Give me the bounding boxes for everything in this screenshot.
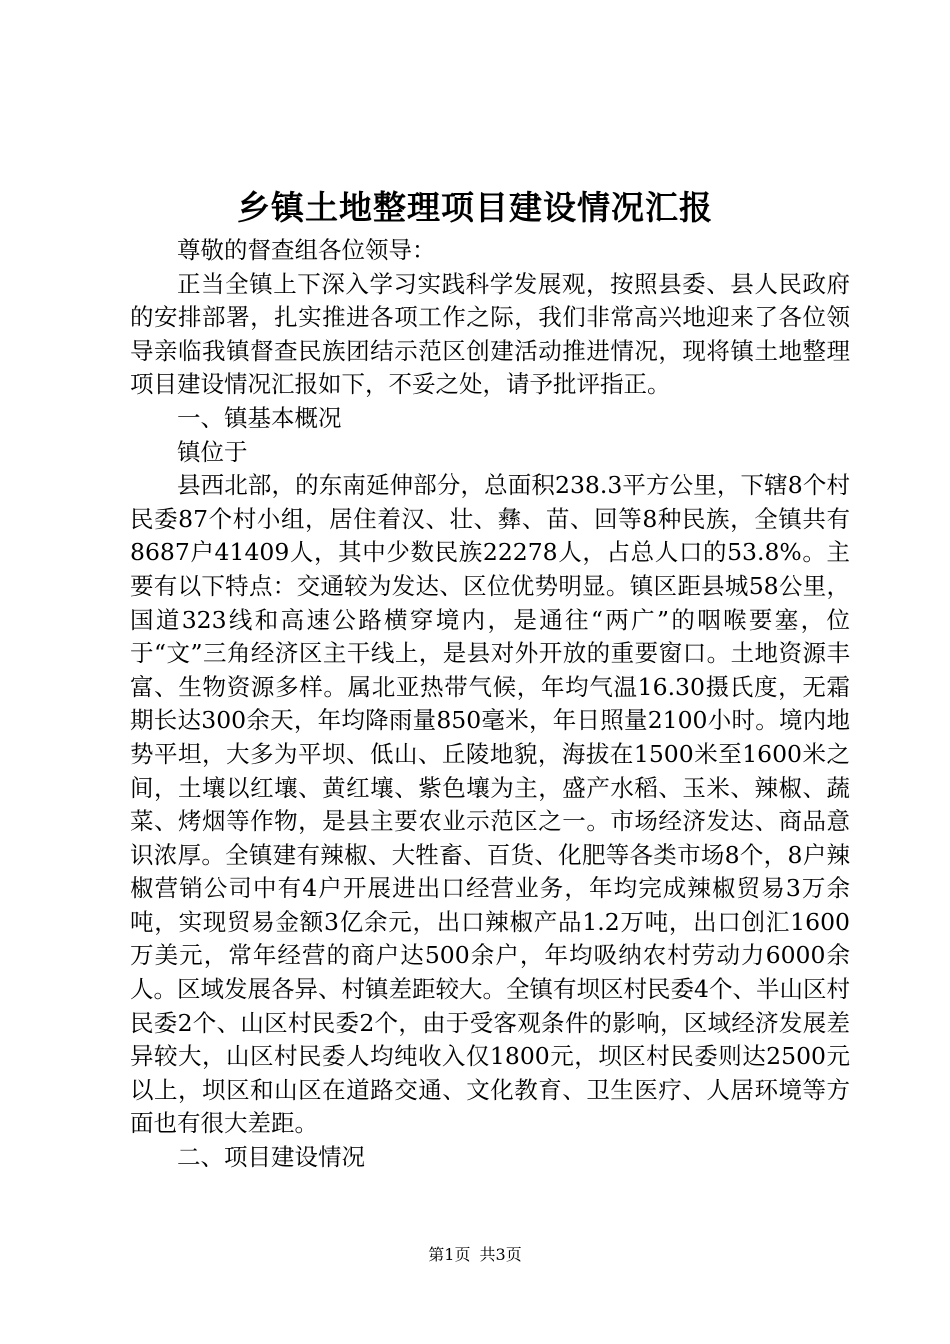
section-heading-project-construction: 二、项目建设情况 [177,1143,365,1172]
salutation: 尊敬的督查组各位领导： [177,236,436,264]
paragraph-intro: 正当全镇上下深入学习实践科学发展观，按照县委、县人民政府的安排部署，扎实推进各项工作之际，我们非常高兴地迎来了各位领导亲临我镇督查民族团结示范区创建活动推进情况，现将镇土地整理项目建设情况汇报如下，不妥之处，请予批评指正。 [130,269,850,399]
page-number-footer: 第1页 共3页 [428,1245,522,1264]
paragraph-overview-details: 县西北部，的东南延伸部分，总面积238.3平方公里，下辖8个村民委87个村小组，居住着汉、壮、彝、苗、回等8种民族，全镇共有8687户41409人，其中少数民族22278人，占总人口的53.8%。主要有以下特点：交通较为发达、区位优势明显。镇区距县城58公里，国道323线和高速公路横穿境内，是通往“两广”的咽喉要塞，位于“文”三角经济区主干线上，是县对外开放的重要窗口。土地资源丰富、生物资源多样。属北亚热带气候，年均气温16.30摄氏度，无霜期长达300余天，年均降雨量850毫米，年日照量2100小时。境内地势平坦，大多为平坝、低山、丘陵地貌，海拔在1500米至1600米之间，土壤以红壤、黄红壤、紫色壤为主，盛产水稻、玉米、辣椒、蔬菜、烤烟等作物，是县主要农业示范区之一。市场经济发达、商品意识浓厚。全镇建有辣椒、大牲畜、百货、化肥等各类市场8个，8户辣椒营销公司中有4户开展进出口经营业务，年均完成辣椒贸易3万余吨，实现贸易金额3亿余元，出口辣椒产品1.2万吨，出口创汇1600万美元，常年经营的商户达500余户，年均吸纳农村劳动力6000余人。区域发展各异、村镇差距较大。全镇有坝区村民委4个、半山区村民委2个、山区村民委2个，由于受客观条件的影响，区域经济发展差异较大，山区村民委人均纯收入仅1800元，坝区村民委则达2500元以上，坝区和山区在道路交通、文化教育、卫生医疗、人居环境等方面也有很大差距。 [130,471,850,1138]
paragraph-location-fragment: 镇位于 [177,437,248,466]
document-body [130,234,850,1175]
section-heading-basic-overview: 一、镇基本概况 [177,403,342,432]
document-title: 乡镇土地整理项目建设情况汇报 [237,188,713,227]
